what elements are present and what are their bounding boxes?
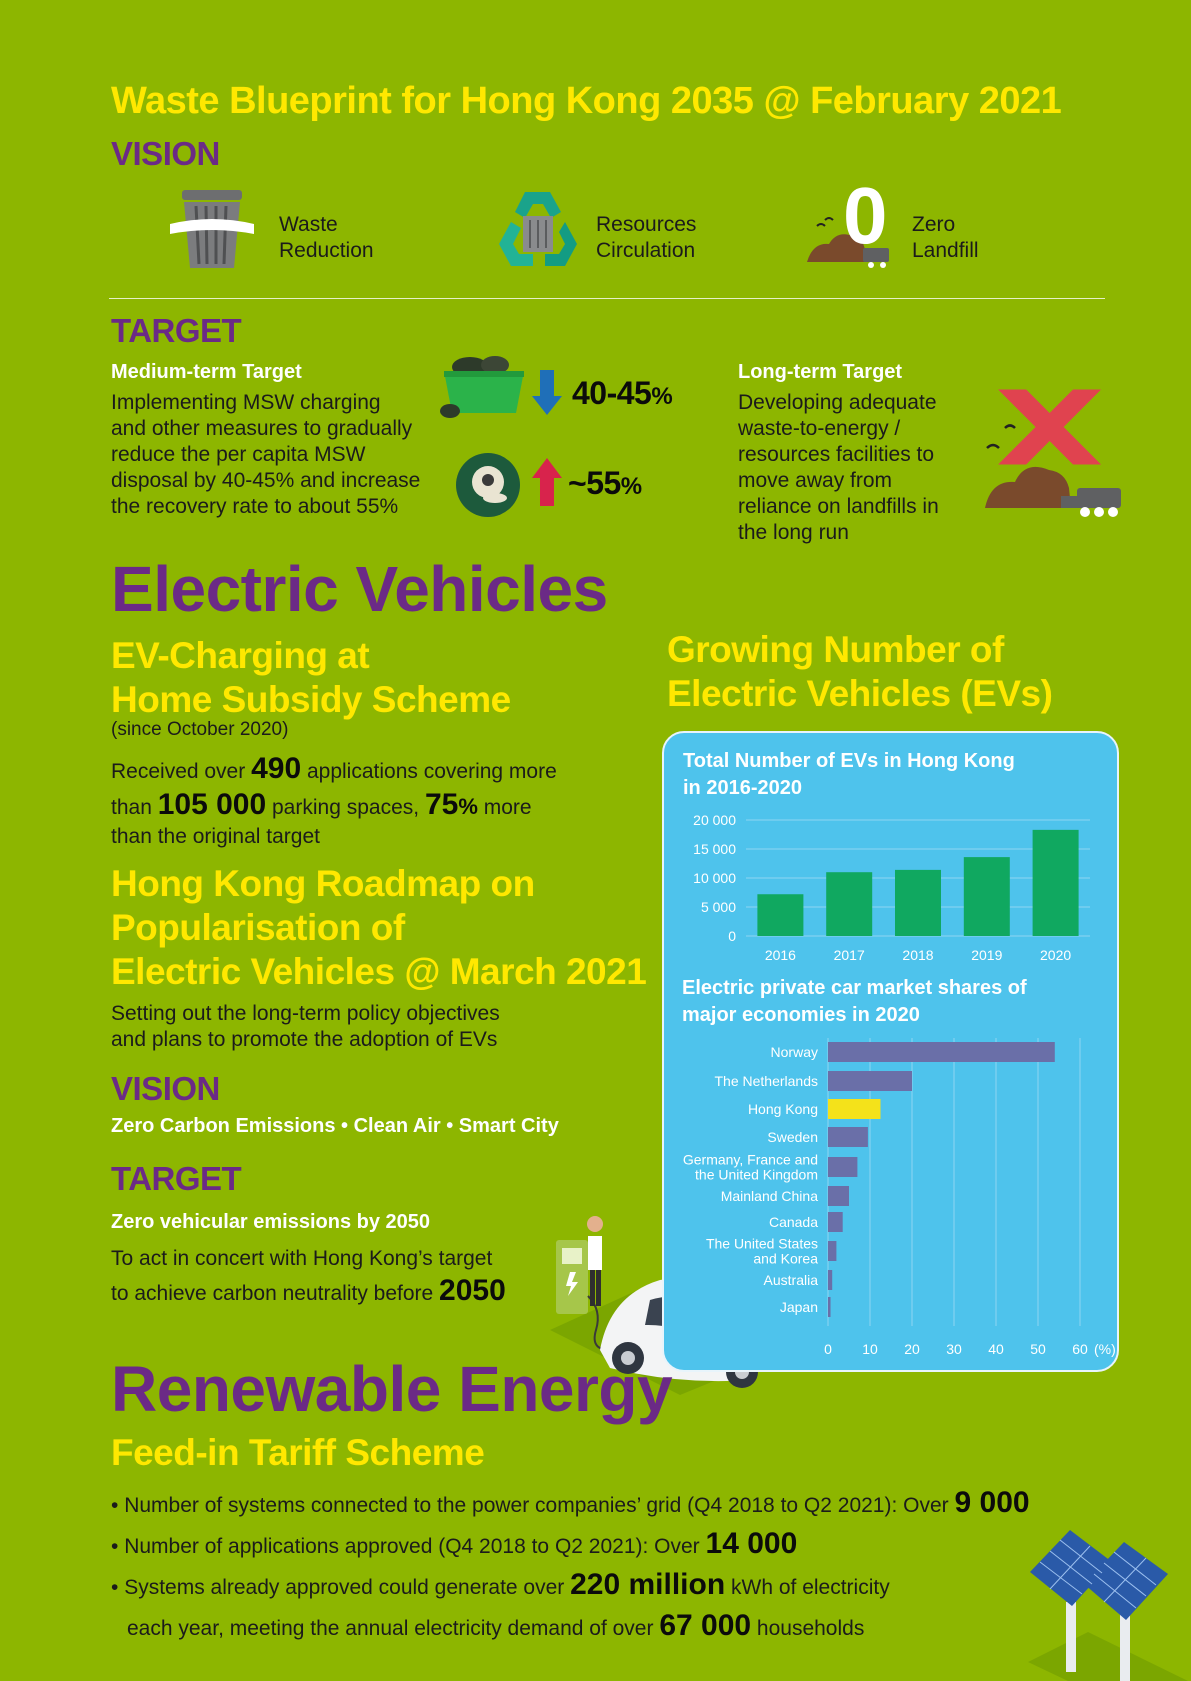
bar bbox=[828, 1186, 849, 1206]
chart1-title: Total Number of EVs in Hong Kong in 2016-2020 bbox=[683, 750, 1015, 799]
bullet-item: • Systems already approved could generate over 220 million kWh of electricity bbox=[111, 1568, 890, 1601]
vision-item-waste-reduction: Waste Reduction bbox=[279, 213, 374, 262]
y-category-label: Australia bbox=[763, 1272, 818, 1288]
bar bbox=[964, 857, 1010, 936]
stat-reduction: 40-45% bbox=[572, 375, 673, 411]
medium-term-heading: Medium-term Target bbox=[111, 361, 302, 383]
bar bbox=[828, 1241, 836, 1261]
bar bbox=[826, 872, 872, 936]
y-tick-label: 5 000 bbox=[700, 899, 736, 915]
stat-recovery: ~55% bbox=[568, 465, 642, 501]
y-category-label: Hong Kong bbox=[747, 1101, 818, 1117]
y-category-label: Japan bbox=[779, 1299, 818, 1315]
bullet-item: • Number of systems connected to the power companies’ grid (Q4 2018 to Q2 2021): Over 9 000 bbox=[111, 1486, 1030, 1519]
bar bbox=[757, 894, 803, 936]
trash-bin-icon bbox=[170, 188, 255, 270]
bar bbox=[828, 1270, 832, 1290]
bar bbox=[828, 1127, 868, 1147]
x-tick-label: 10 bbox=[862, 1341, 878, 1357]
x-unit-label: (%) bbox=[1094, 1341, 1116, 1357]
x-tick-label: 2018 bbox=[902, 947, 934, 963]
bullet-item: • Number of applications approved (Q4 2018 to Q2 2021): Over 14 000 bbox=[111, 1527, 798, 1560]
x-tick-label: 2017 bbox=[833, 947, 865, 963]
roadmap-title: Hong Kong Roadmap on Popularisation of Electric Vehicles @ March 2021 bbox=[111, 863, 647, 992]
vision-item-resources-circulation: Resources Circulation bbox=[596, 213, 697, 262]
bar bbox=[828, 1212, 843, 1232]
vision-item-zero-landfill: Zero Landfill bbox=[912, 213, 979, 262]
growing-title: Growing Number of Electric Vehicles (EVs) bbox=[667, 629, 1053, 714]
feed-in-tariff-bullets bbox=[111, 1484, 1030, 1648]
subsidy-since: (since October 2020) bbox=[111, 719, 289, 740]
bullet-item: each year, meeting the annual electricity demand of over 67 000 households bbox=[127, 1609, 865, 1642]
recycle-icon bbox=[495, 188, 580, 273]
bar bbox=[895, 870, 941, 936]
x-tick-label: 60 bbox=[1072, 1341, 1088, 1357]
subsidy-title: EV-Charging at Home Subsidy Scheme bbox=[111, 635, 511, 720]
zero-badge: 0 bbox=[843, 171, 888, 260]
x-tick-label: 50 bbox=[1030, 1341, 1046, 1357]
renewable-section-title: Renewable Energy bbox=[111, 1353, 673, 1425]
y-tick-label: 10 000 bbox=[693, 870, 736, 886]
arrow-up-icon bbox=[532, 458, 562, 506]
medium-term-text: Implementing MSW charging and other measures to gradually reduce the per capita MSW disposal by 40-45% and increase the recovery rate to about 55% bbox=[111, 391, 421, 518]
y-category-label: Mainland China bbox=[720, 1188, 818, 1204]
bar bbox=[828, 1071, 912, 1091]
arrow-down-icon bbox=[532, 370, 562, 415]
subsidy-text: Received over 490 applications covering more than 105 000 parking spaces, 75% more than the original target bbox=[111, 752, 557, 848]
no-landfill-icon bbox=[985, 388, 1140, 523]
roadmap-target-heading: Zero vehicular emissions by 2050 bbox=[111, 1211, 431, 1233]
x-tick-label: 2020 bbox=[1040, 947, 1072, 963]
long-term-heading: Long-term Target bbox=[738, 361, 903, 383]
roadmap-vision-text: Zero Carbon Emissions • Clean Air • Smart City bbox=[111, 1115, 559, 1137]
roadmap-vision-label: VISION bbox=[111, 1070, 220, 1107]
feed-in-tariff-title: Feed-in Tariff Scheme bbox=[111, 1432, 485, 1473]
recovery-icon bbox=[455, 452, 521, 518]
bar bbox=[828, 1099, 881, 1119]
x-tick-label: 2016 bbox=[764, 947, 796, 963]
section-divider bbox=[109, 298, 1105, 299]
x-tick-label: 40 bbox=[988, 1341, 1004, 1357]
y-category-label: The Netherlands bbox=[714, 1073, 818, 1089]
bar bbox=[828, 1297, 831, 1317]
x-tick-label: 30 bbox=[946, 1341, 962, 1357]
page-title: Waste Blueprint for Hong Kong 2035 @ February 2021 bbox=[111, 80, 1062, 122]
roadmap-target-text: To act in concert with Hong Kong’s target to achieve carbon neutrality before 2050 bbox=[111, 1247, 506, 1307]
x-tick-label: 20 bbox=[904, 1341, 920, 1357]
bar bbox=[828, 1157, 857, 1177]
vision-label: VISION bbox=[111, 135, 220, 172]
target-label: TARGET bbox=[111, 312, 242, 349]
ev-total-bar-chart bbox=[662, 800, 1119, 975]
roadmap-description: Setting out the long-term policy objectives and plans to promote the adoption of EVs bbox=[111, 1002, 500, 1051]
y-category-label: Canada bbox=[768, 1214, 818, 1230]
y-category-label: The United States and Korea bbox=[705, 1235, 818, 1267]
y-tick-label: 15 000 bbox=[693, 841, 736, 857]
solar-panel-icon bbox=[1028, 1522, 1188, 1681]
y-category-label: Norway bbox=[770, 1044, 818, 1060]
y-tick-label: 0 bbox=[728, 928, 736, 944]
y-tick-label: 20 000 bbox=[693, 812, 736, 828]
y-category-label: Germany, France and the United Kingdom bbox=[682, 1151, 818, 1183]
market-share-bar-chart bbox=[662, 1030, 1119, 1360]
bar bbox=[1033, 830, 1079, 936]
chart2-title: Electric private car market shares of major economies in 2020 bbox=[682, 977, 1027, 1026]
waste-container-icon bbox=[440, 355, 530, 420]
x-tick-label: 2019 bbox=[971, 947, 1003, 963]
roadmap-target-label: TARGET bbox=[111, 1160, 242, 1197]
long-term-text: Developing adequate waste-to-energy / resources facilities to move away from reliance on landfills in the long run bbox=[738, 391, 939, 544]
x-tick-label: 0 bbox=[824, 1341, 832, 1357]
bar bbox=[828, 1042, 1055, 1062]
ev-section-title: Electric Vehicles bbox=[111, 553, 608, 625]
y-category-label: Sweden bbox=[767, 1129, 818, 1145]
